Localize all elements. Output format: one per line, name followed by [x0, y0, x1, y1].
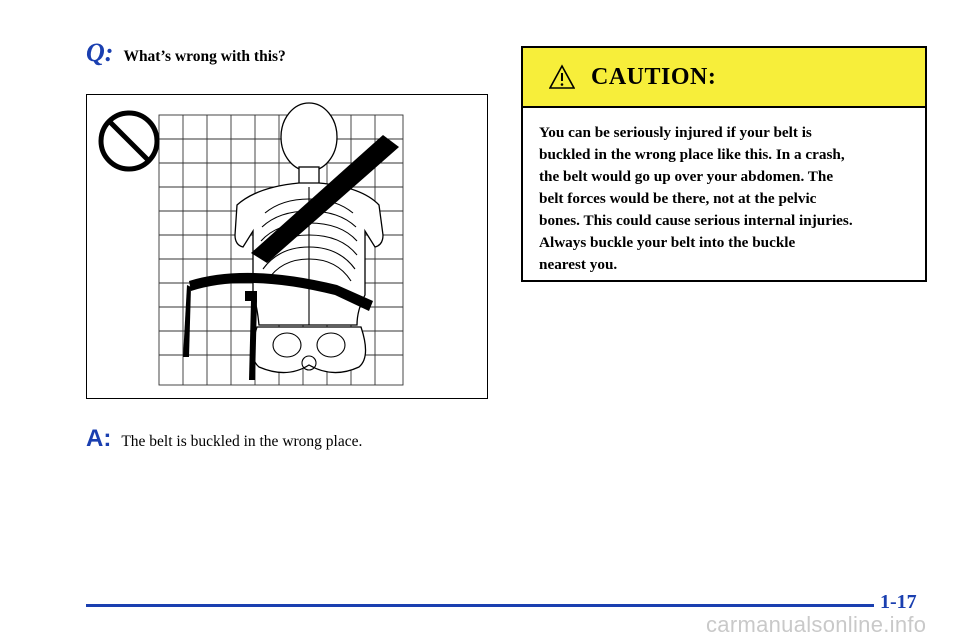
answer-text: The belt is buckled in the wrong place. [121, 433, 363, 450]
warning-triangle-icon [549, 64, 575, 90]
skeleton-icon [87, 95, 486, 397]
footer-rule [86, 604, 874, 607]
watermark: carmanualsonline.info [706, 612, 927, 637]
question [86, 38, 286, 68]
belt-illustration [86, 94, 488, 399]
caution-line: belt forces would be there, not at the pelvic [539, 190, 817, 207]
no-symbol-icon [101, 113, 157, 169]
question-text: What’s wrong with this? [123, 48, 286, 65]
caution-title: CAUTION: [591, 63, 717, 90]
answer-marker: A: [86, 425, 112, 452]
caution-line: the belt would go up over your abdomen. The [539, 168, 834, 185]
caution-line: You can be seriously injured if your belt is [539, 124, 812, 141]
page-number: 1-17 [880, 591, 917, 613]
caution-text [523, 108, 925, 276]
answer [86, 425, 362, 453]
caution-line: bones. This could cause serious internal injuries. [539, 212, 853, 229]
caution-line: Always buckle your belt into the buckle [539, 234, 796, 251]
question-marker: Q: [86, 38, 114, 67]
caution-line: nearest you. [539, 256, 618, 273]
caution-line: buckled in the wrong place like this. In a crash, [539, 146, 845, 163]
caution-header [523, 48, 925, 108]
caution-box [521, 46, 927, 282]
